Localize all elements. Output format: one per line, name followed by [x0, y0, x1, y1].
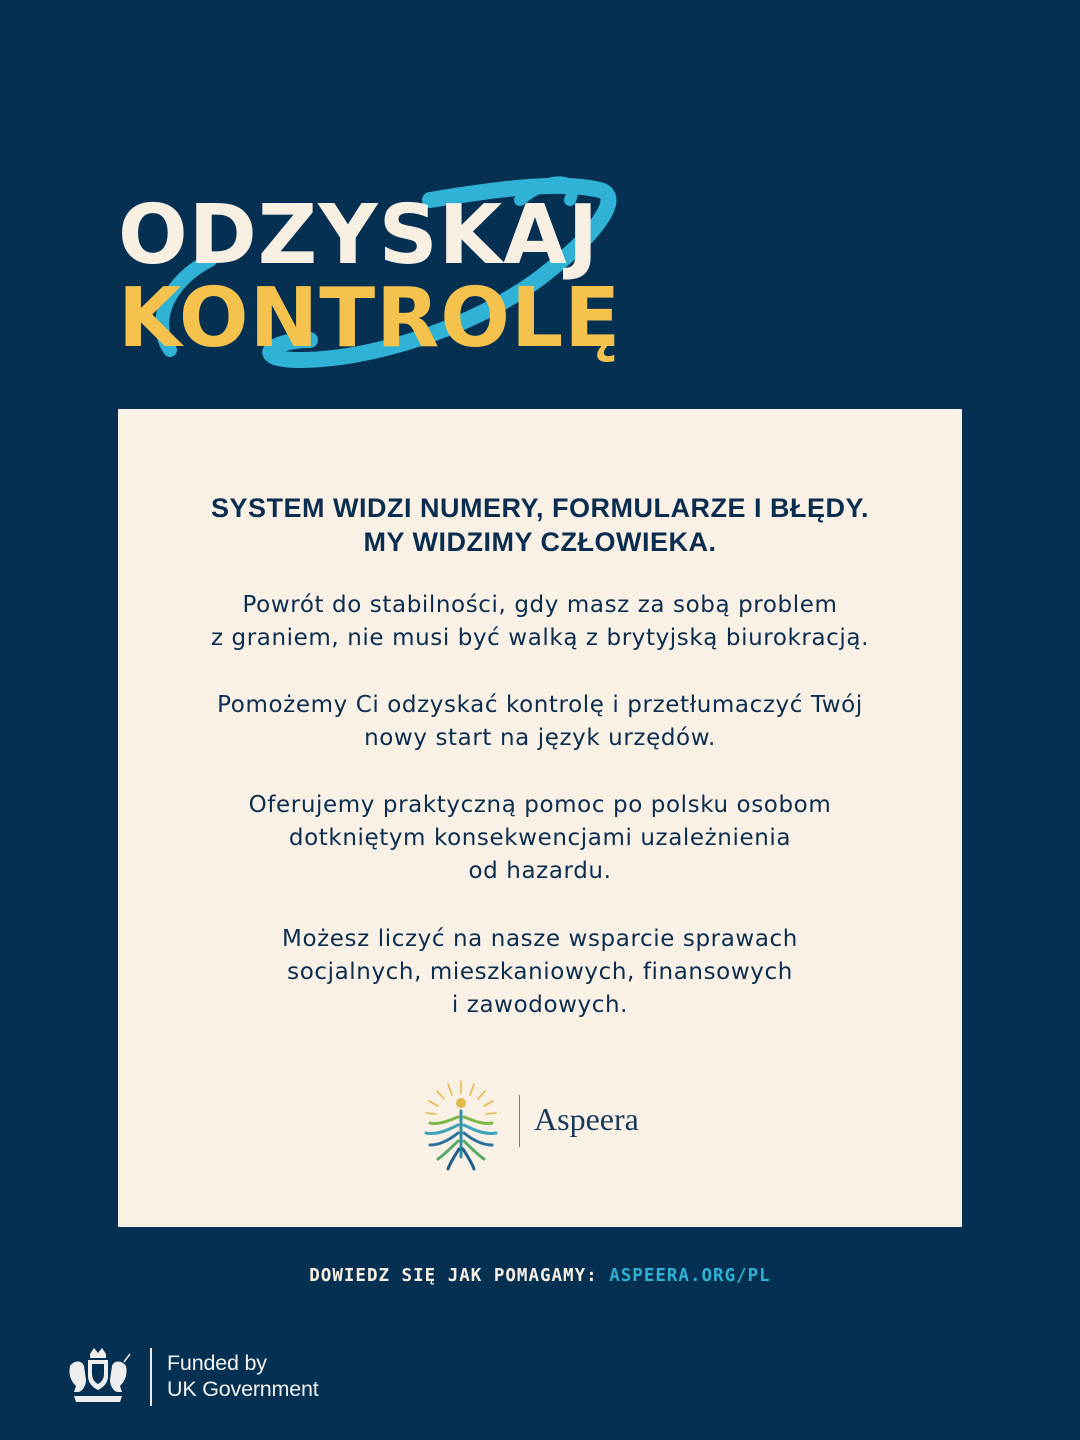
paragraph-stability: [138, 589, 942, 655]
royal-crest-icon: [64, 1346, 132, 1404]
card-title-line: MY WIDZIMY CZŁOWIEKA.: [363, 527, 717, 557]
funding-notice: [64, 1344, 364, 1408]
card-title: [118, 491, 962, 559]
aspeera-logo: [418, 1071, 668, 1171]
info-card: [118, 409, 962, 1227]
logo-divider: [519, 1095, 520, 1147]
paragraph-line: socjalnych, mieszkaniowych, finansowych: [287, 959, 793, 985]
paragraph-line: Pomożemy Ci odzyskać kontrolę i przetłumaczyć Twój: [217, 692, 863, 718]
paragraph-line: od hazardu.: [468, 858, 612, 884]
headline: [118, 188, 622, 366]
brand-name: Aspeera: [534, 1101, 639, 1137]
card-title-line: SYSTEM WIDZI NUMERY, FORMULARZE I BŁĘDY.: [210, 493, 869, 523]
paragraph-control: [138, 689, 942, 755]
paragraph-line: Powrót do stabilności, gdy masz za sobą problem: [242, 592, 838, 618]
website-link[interactable]: ASPEERA.ORG/PL: [609, 1266, 771, 1286]
paragraph-line: Możesz liczyć na nasze wsparcie sprawach: [282, 926, 798, 952]
paragraph-line: dotkniętym konsekwencjami uzależnienia: [288, 825, 792, 851]
aspeera-emblem-icon: [418, 1077, 504, 1173]
paragraph-line: nowy start na język urzędów.: [364, 725, 716, 751]
funding-line-1: Funded by: [167, 1351, 267, 1375]
funding-text: [167, 1350, 319, 1402]
paragraph-line: z graniem, nie musi być walką z brytyjską biurokracją.: [210, 625, 870, 651]
paragraph-support: [138, 923, 942, 1022]
headline-line-1: ODZYSKAJ: [118, 188, 600, 283]
call-to-action: [0, 1266, 1080, 1286]
cta-prefix: DOWIEDZ SIĘ JAK POMAGAMY:: [309, 1266, 598, 1286]
paragraph-line: i zawodowych.: [451, 992, 629, 1018]
funding-line-2: UK Government: [167, 1377, 319, 1401]
funding-divider: [150, 1348, 152, 1406]
paragraph-line: Oferujemy praktyczną pomoc po polsku osobom: [248, 792, 832, 818]
headline-line-2: KONTROLĘ: [118, 271, 622, 366]
paragraph-help: [138, 789, 942, 888]
